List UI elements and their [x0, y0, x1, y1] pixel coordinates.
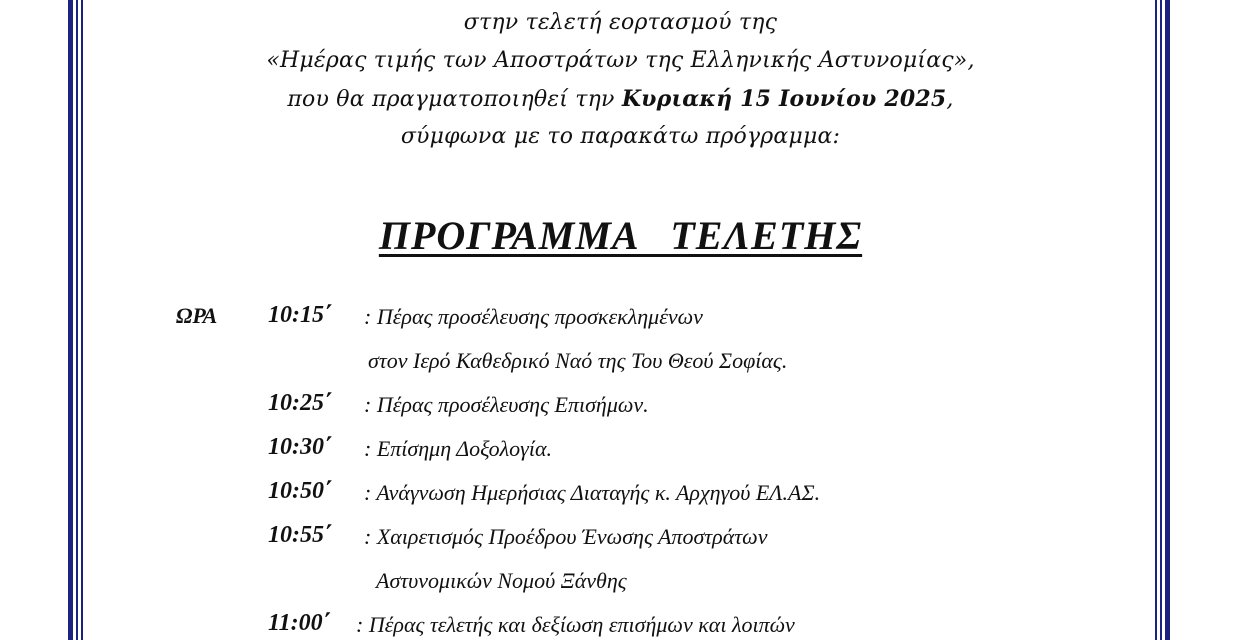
intro-line-4: σύμφωνα με το παρακάτω πρόγραμμα:: [400, 124, 841, 149]
intro-line-3-suffix: ,: [946, 87, 954, 112]
hour-label: ΩΡΑ: [176, 303, 218, 328]
program-item-time: 10:50΄: [268, 478, 332, 504]
program-item-time: 10:30΄: [268, 434, 332, 460]
program-item-text: : Επίσημη Δοξολογία.: [364, 436, 552, 461]
program-item-time: 11:00΄: [268, 610, 331, 636]
intro-line-2: «Ημέρας τιμής των Αποστράτων της Ελληνικής Αστυνομίας»,: [266, 48, 975, 73]
program-item-continuation: Αστυνομικών Νομού Ξάνθης: [376, 568, 627, 593]
program-item-text: : Πέρας προσέλευσης προσκεκλημένων: [364, 304, 703, 329]
program-item-text: : Πέρας τελετής και δεξίωση επισήμων και λοιπών: [356, 612, 795, 637]
intro-line-3: [0, 86, 1241, 112]
program-item-time: 10:15΄: [268, 302, 332, 328]
program-item-continuation: στον Ιερό Καθεδρικό Ναό της Του Θεού Σοφίας.: [368, 348, 788, 373]
program-item-text: : Χαιρετισμός Προέδρου Ένωσης Αποστράτων: [364, 524, 768, 549]
event-date: Κυριακή 15 Ιουνίου 2025: [621, 86, 947, 112]
program-item-time: 10:25΄: [268, 390, 332, 416]
intro-line-3-prefix: που θα πραγματοποιηθεί την: [287, 87, 622, 112]
program-item-text: : Πέρας προσέλευσης Επισήμων.: [364, 392, 649, 417]
program-title: ΠΡΟΓΡΑΜΜΑ ΤΕΛΕΤΗΣ: [378, 213, 863, 258]
program-item-text: : Ανάγνωση Ημερήσιας Διαταγής κ. Αρχηγού ΕΛ.ΑΣ.: [364, 480, 821, 505]
intro-line-1: στην τελετή εορτασμού της: [463, 10, 778, 35]
program-item-time: 10:55΄: [268, 522, 332, 548]
